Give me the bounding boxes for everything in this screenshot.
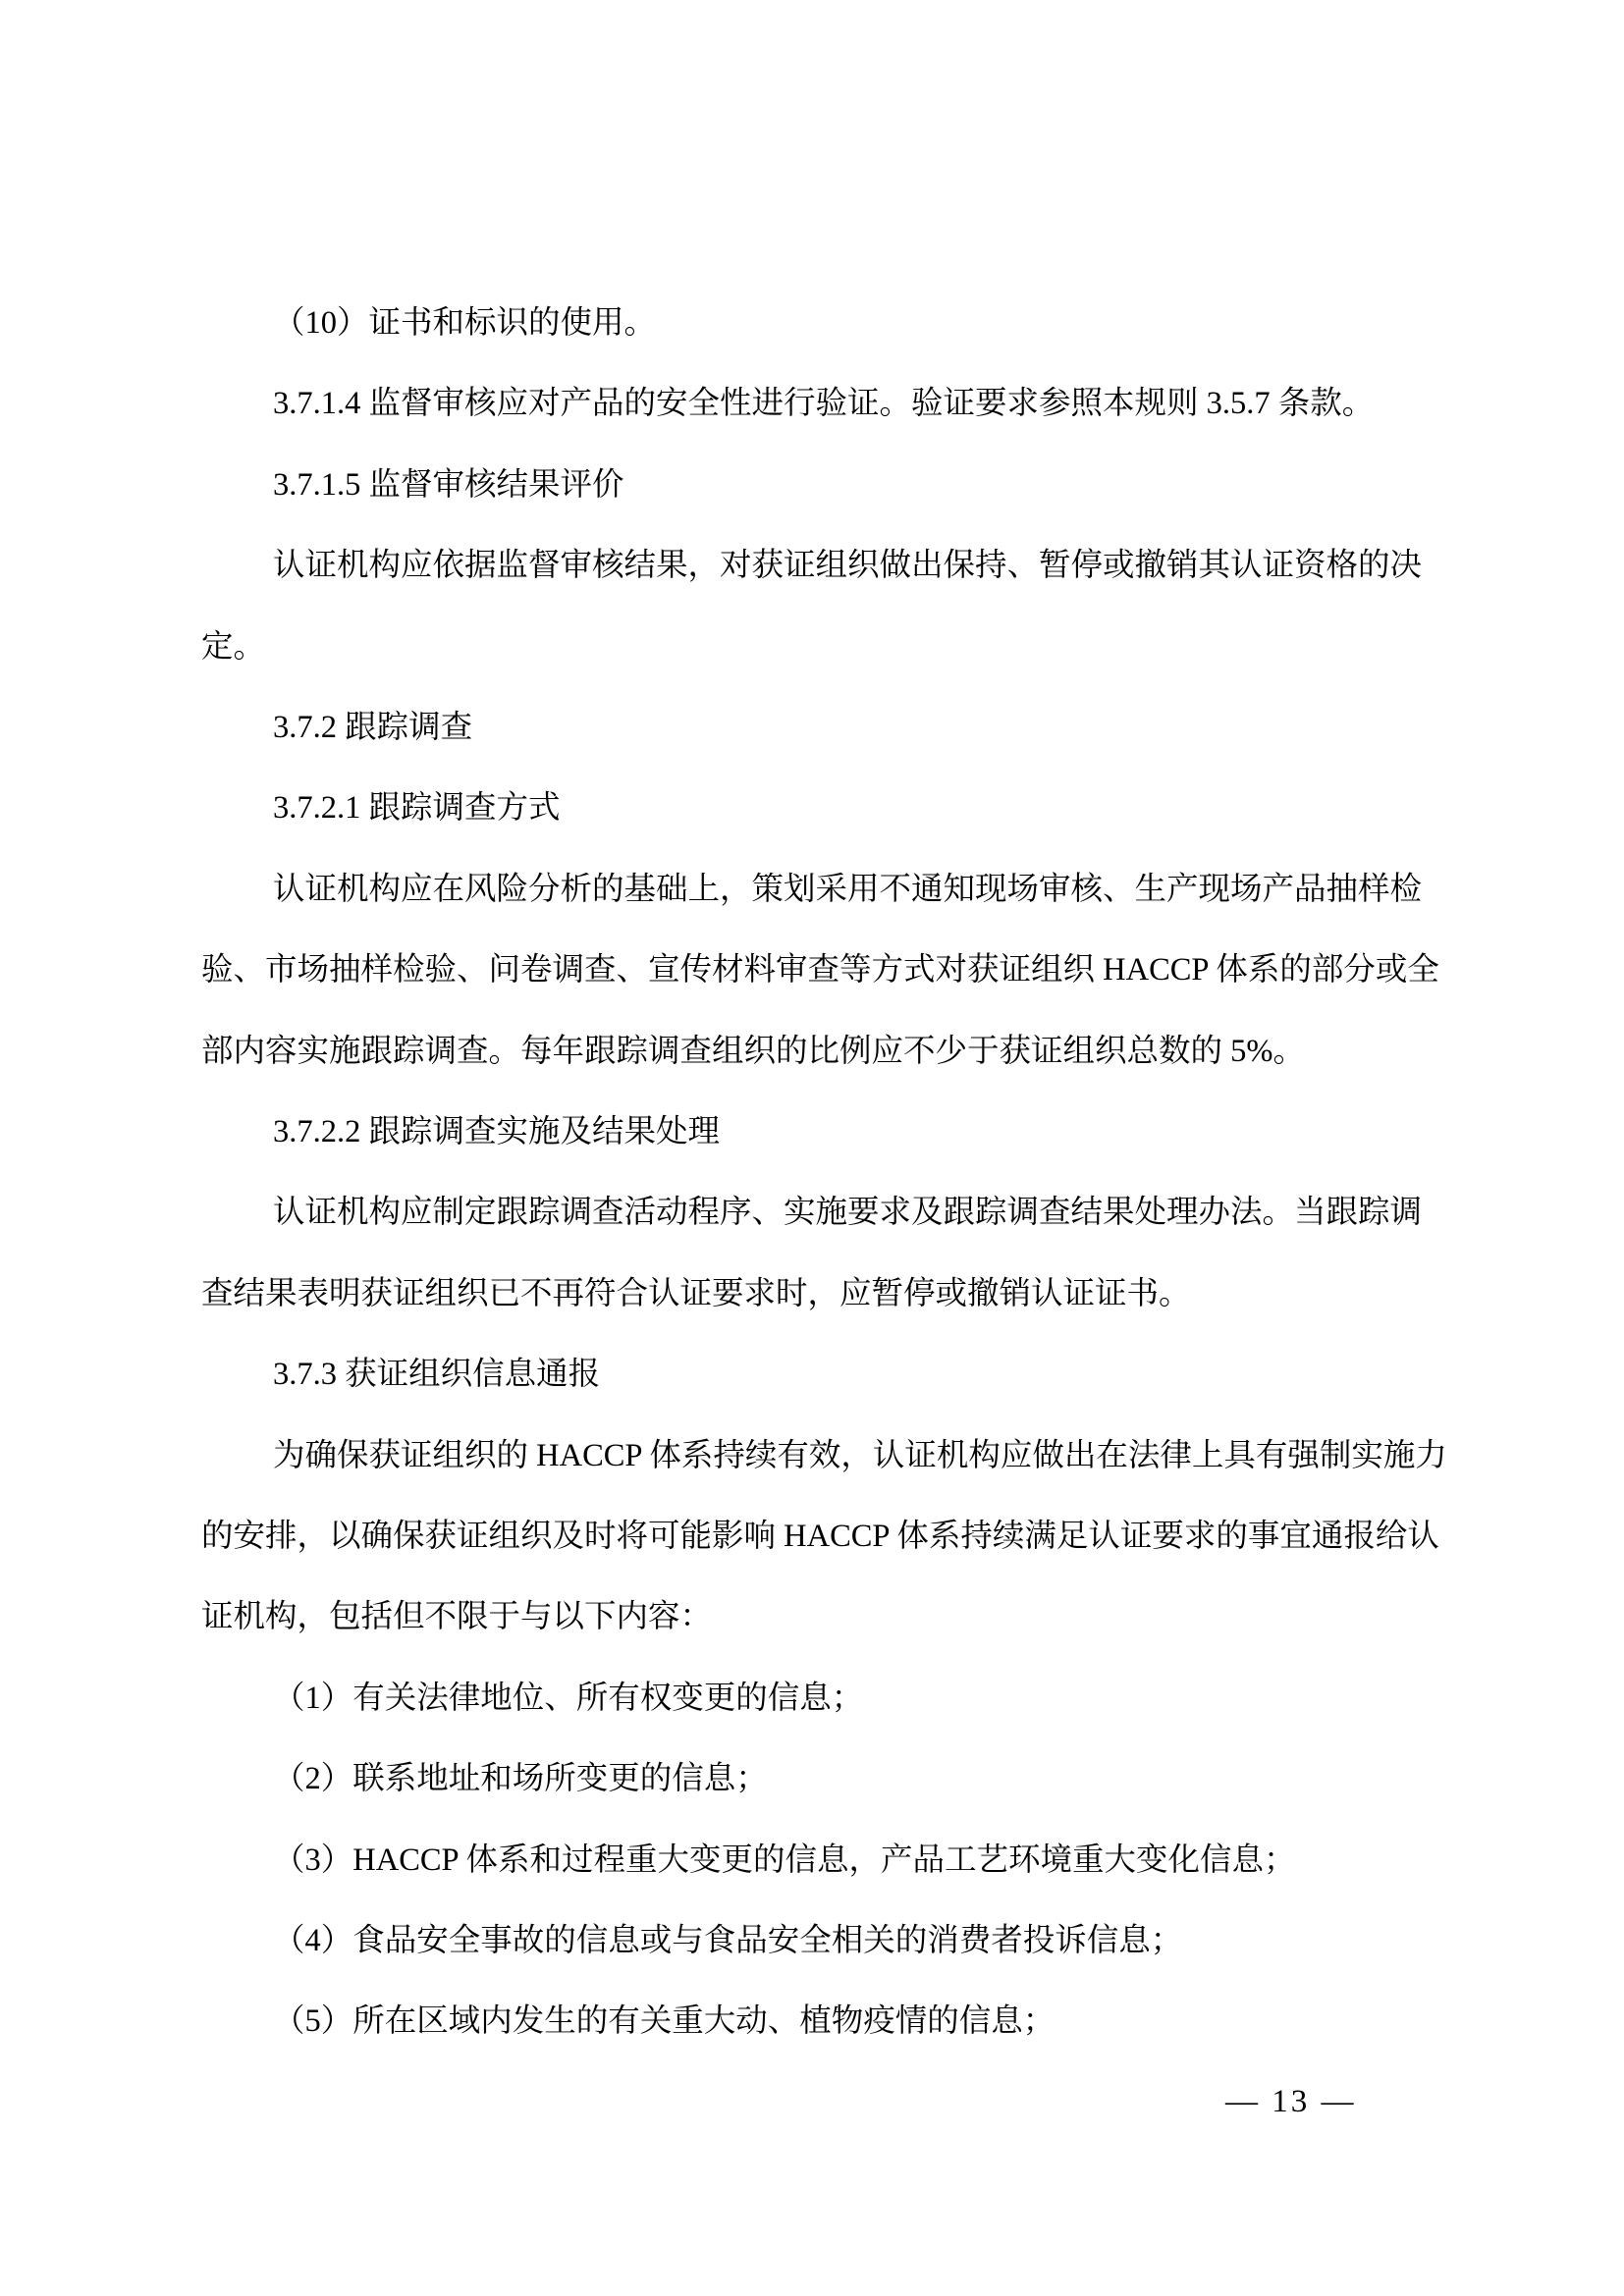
text-line: （10）证书和标识的使用。 [273, 305, 657, 341]
text-line: （4）食品安全事故的信息或与食品安全相关的消费者投诉信息； [273, 1923, 1183, 1958]
text-line: 认证机构应在风险分析的基础上，策划采用不通知现场审核、生产现场产品抽样检 [273, 872, 1423, 907]
text-line: （3）HACCP 体系和过程重大变更的信息，产品工艺环境重大变化信息； [273, 1842, 1296, 1878]
text-line: 3.7.3 获证组织信息通报 [273, 1357, 601, 1392]
page-number: — 13 — [1225, 2084, 1357, 2119]
text-line: （2）联系地址和场所变更的信息； [273, 1761, 768, 1796]
text-line: 为确保获证组织的 HACCP 体系持续有效，认证机构应做出在法律上具有强制实施力 [273, 1438, 1447, 1473]
text-line: 3.7.2 跟踪调查 [273, 710, 473, 745]
text-line: 验、市场抽样检验、问卷调查、宣传材料审查等方式对获证组织 HACCP 体系的部分或全 [201, 952, 1439, 988]
text-line: 部内容实施跟踪调查。每年跟踪调查组织的比例应不少于获证组织总数的 5%。 [201, 1034, 1305, 1069]
text-line: 的安排，以确保获证组织及时将可能影响 HACCP 体系持续满足认证要求的事宜通报给认 [201, 1519, 1439, 1554]
text-line: 证机构，包括但不限于与以下内容： [201, 1599, 713, 1634]
text-line: 3.7.1.5 监督审核结果评价 [273, 467, 624, 503]
text-line: 查结果表明获证组织已不再符合认证要求时，应暂停或撤销认证证书。 [201, 1276, 1191, 1311]
text-line: 认证机构应制定跟踪调查活动程序、实施要求及跟踪调查结果处理办法。当跟踪调 [273, 1195, 1423, 1230]
text-line: 认证机构应依据监督审核结果，对获证组织做出保持、暂停或撤销其认证资格的决 [273, 548, 1423, 583]
text-line: 3.7.2.1 跟踪调查方式 [273, 790, 561, 826]
text-line: 3.7.1.4 监督审核应对产品的安全性进行验证。验证要求参照本规则 3.5.7 条款。 [273, 386, 1375, 421]
text-line: （1）有关法律地位、所有权变更的信息； [273, 1681, 864, 1716]
text-line: （5）所在区域内发生的有关重大动、植物疫情的信息； [273, 2003, 1056, 2039]
text-line: 3.7.2.2 跟踪调查实施及结果处理 [273, 1114, 721, 1149]
text-line: 定。 [201, 629, 266, 665]
